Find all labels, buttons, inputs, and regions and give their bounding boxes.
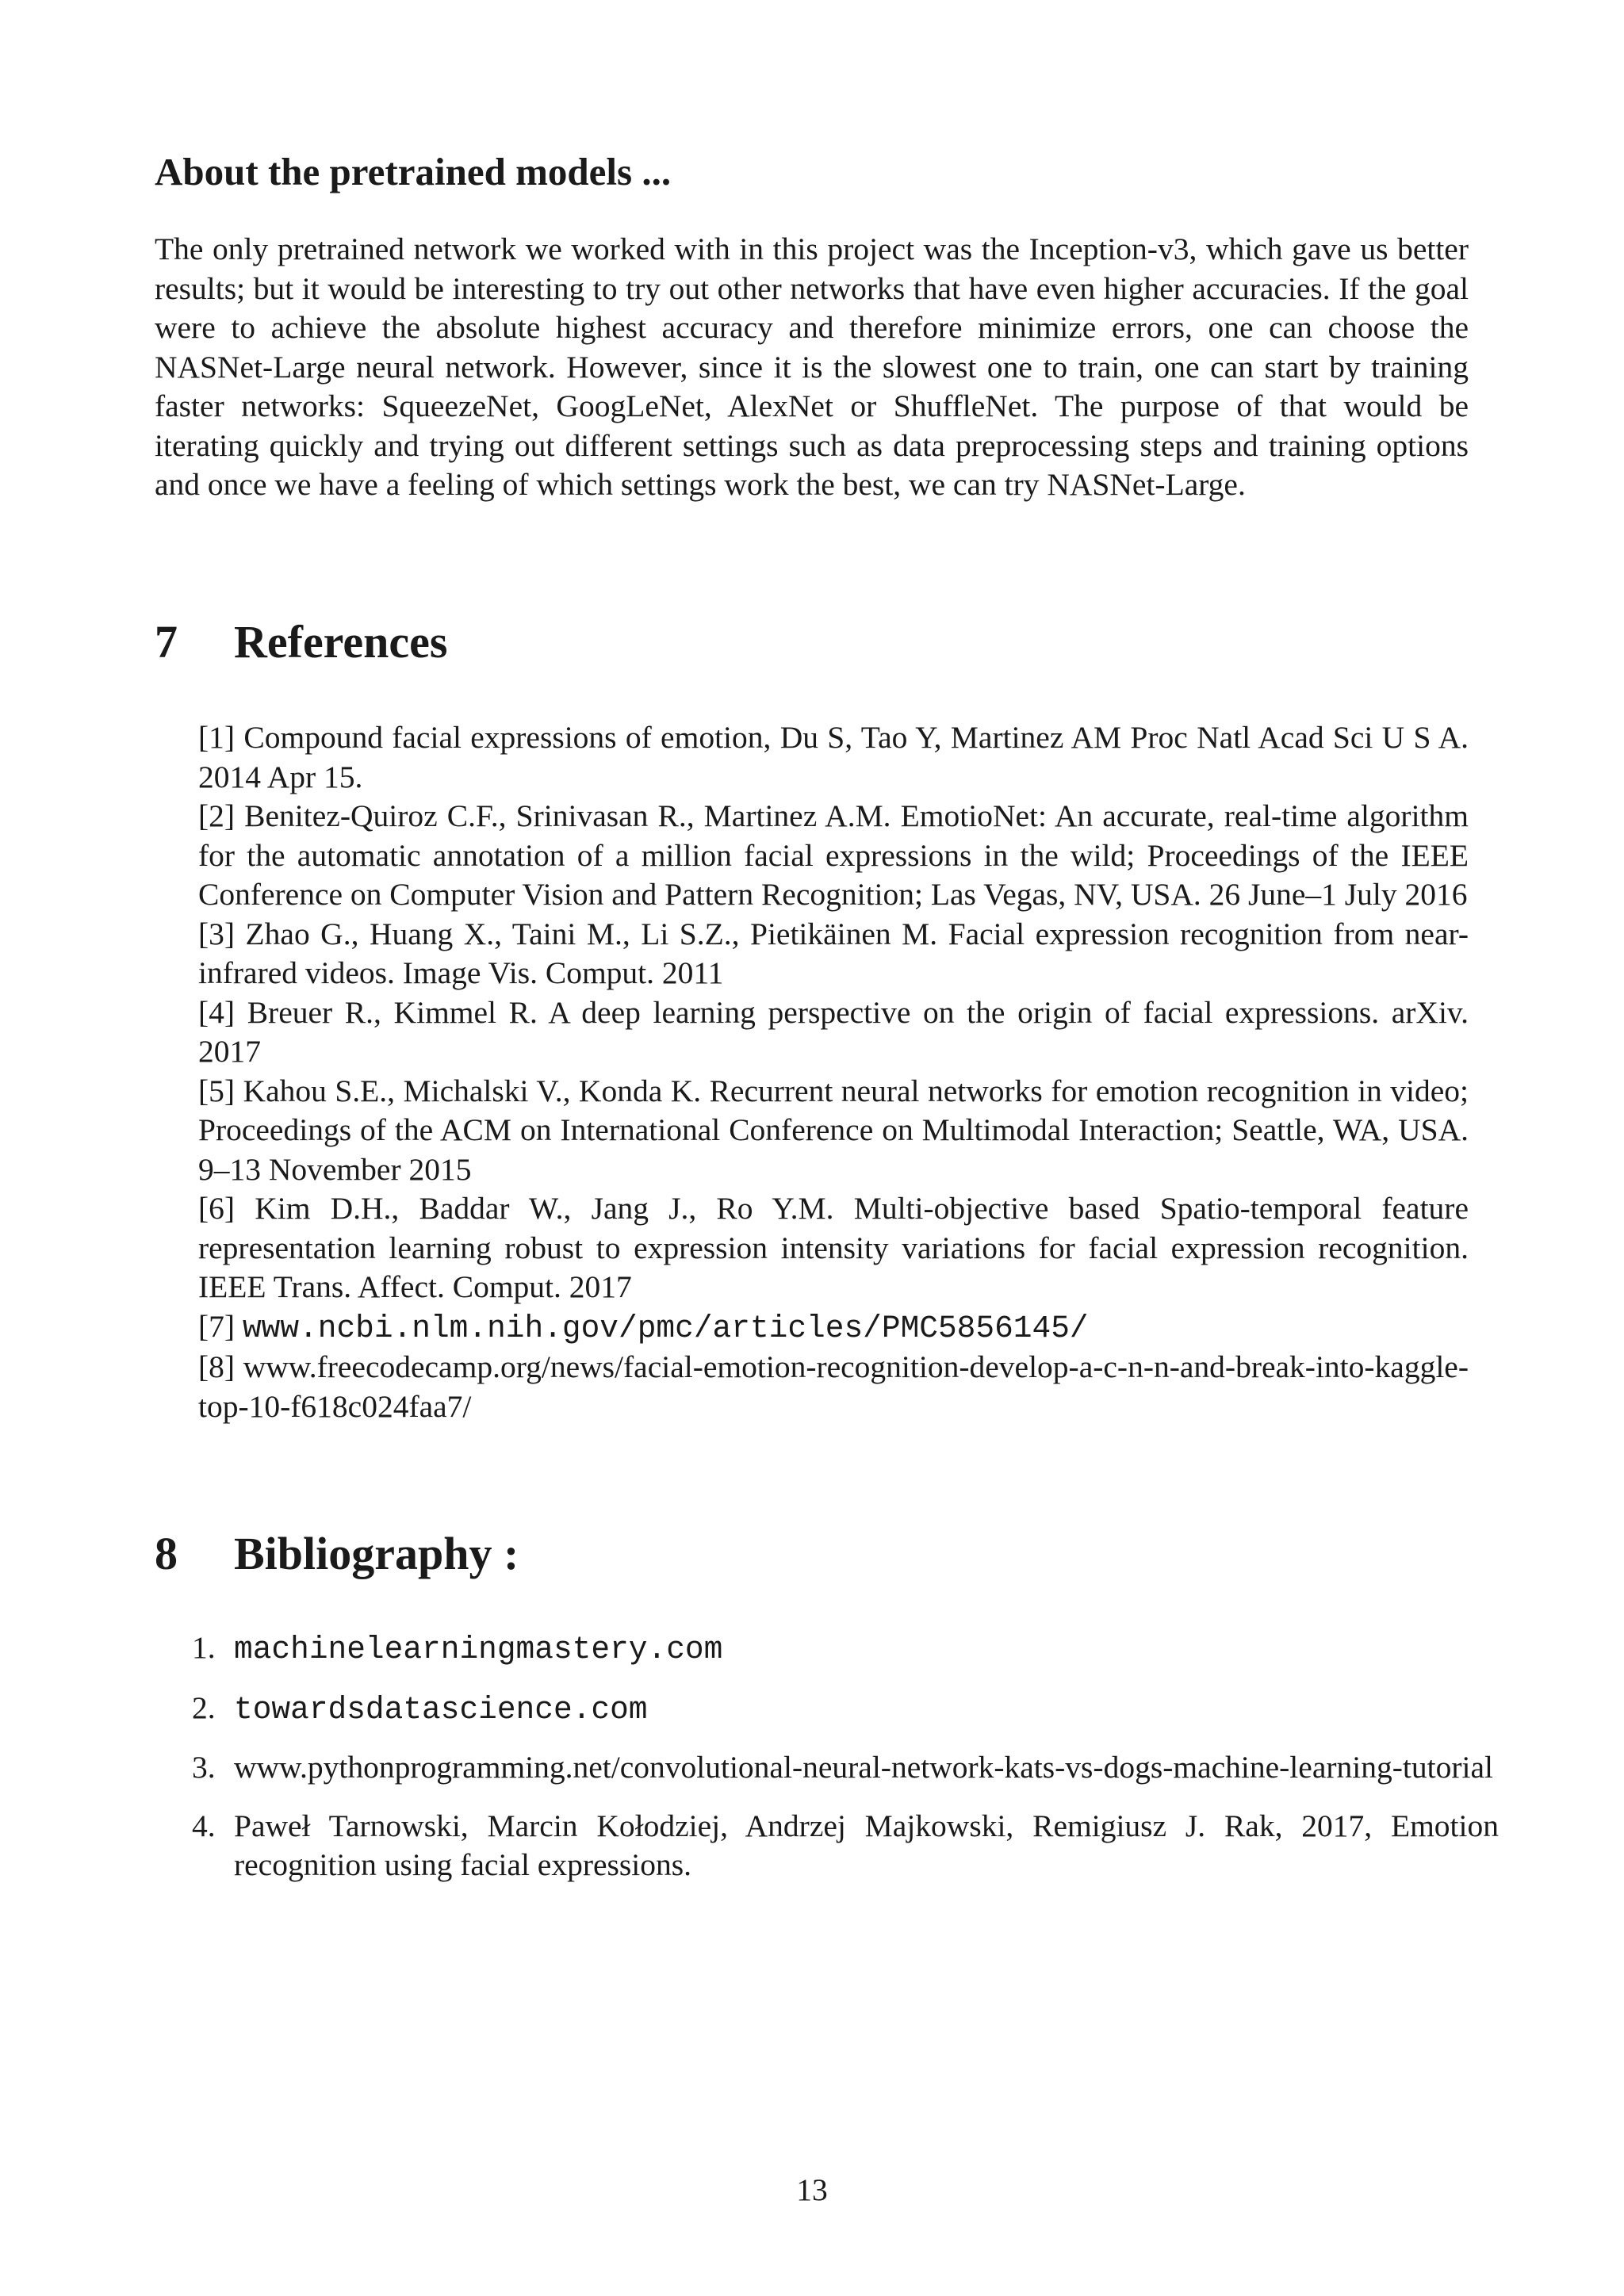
bibliography-text: Paweł Tarnowski, Marcin Kołodziej, Andrzej Majkowski, Remigiusz J. Rak, 2017, Emotion recognition using facial expressions.: [234, 1808, 1499, 1882]
references-list: [198, 718, 1469, 1426]
reference-text: Zhao G., Huang X., Taini M., Li S.Z., Pietikäinen M. Facial expression recognition from near-infrared videos. Image Vis. Comput. 2011: [198, 916, 1469, 990]
reference-text: Kahou S.E., Michalski V., Konda K. Recurrent neural networks for emotion recognition in video; Proceedings of the ACM on International Conference on Multimodal Interaction; Seattle, WA, USA. 9–13 November 2015: [198, 1073, 1469, 1187]
reference-item: [198, 1348, 1469, 1426]
bibliography-section-number: 8: [155, 1528, 178, 1579]
references-title: References: [234, 616, 448, 668]
bibliography-item: [192, 1689, 1499, 1730]
bibliography-marker: 2.: [192, 1689, 216, 1725]
reference-item: [198, 915, 1469, 993]
bibliography-marker: 1.: [192, 1630, 216, 1665]
bibliography-list: [192, 1628, 1499, 1904]
reference-item: [198, 993, 1469, 1072]
reference-marker: [8]: [198, 1349, 236, 1384]
reference-marker: [5]: [198, 1073, 236, 1108]
reference-marker: [3]: [198, 916, 236, 951]
reference-text: Benitez-Quiroz C.F., Srinivasan R., Martinez A.M. EmotioNet: An accurate, real-time algorithm for the automatic annotation of a million facial expressions in the wild; Proceedings of the IEEE Conference on Computer Vision and Pattern Recognition; Las Vegas, NV, USA. 26 June–1 July 2016: [198, 798, 1469, 912]
reference-marker: [1]: [198, 720, 236, 755]
bibliography-marker: 3.: [192, 1750, 216, 1785]
reference-item: [198, 718, 1469, 797]
bibliography-text: www.pythonprogramming.net/convolutional-neural-network-kats-vs-dogs-machine-learning-tutorial: [234, 1750, 1493, 1785]
reference-item: [198, 1189, 1469, 1307]
bibliography-item: [192, 1748, 1499, 1788]
references-section-number: 7: [155, 616, 178, 668]
reference-text: www.freecodecamp.org/news/facial-emotion-recognition-develop-a-c-n-n-and-break-into-kaggle-top-10-f618c024faa7/: [198, 1349, 1469, 1424]
bibliography-item: [192, 1628, 1499, 1670]
reference-text: Breuer R., Kimmel R. A deep learning perspective on the origin of facial expressions. arXiv. 2017: [198, 994, 1469, 1069]
reference-item: [198, 797, 1469, 915]
page-number: 13: [796, 2172, 828, 2207]
reference-link[interactable]: www.ncbi.nlm.nih.gov/pmc/articles/PMC5856145/: [242, 1310, 1089, 1346]
bibliography-item: [192, 1807, 1499, 1885]
reference-marker: [6]: [198, 1191, 236, 1226]
pretrained-models-heading: About the pretrained models ...: [155, 150, 672, 193]
bibliography-link[interactable]: machinelearningmastery.com: [234, 1632, 723, 1667]
bibliography-marker: 4.: [192, 1808, 216, 1843]
references-heading: [155, 614, 447, 670]
reference-text: Kim D.H., Baddar W., Jang J., Ro Y.M. Multi-objective based Spatio-temporal feature representation learning robust to expression intensity variations for facial expression recognition. IEEE Trans. Affect. Comput. 2017: [198, 1191, 1469, 1304]
reference-marker: [4]: [198, 994, 236, 1030]
bibliography-title: Bibliography :: [234, 1528, 519, 1579]
reference-marker: [2]: [198, 798, 236, 833]
reference-marker: [7]: [198, 1308, 236, 1344]
bibliography-heading: [155, 1526, 519, 1582]
reference-item: [198, 1072, 1469, 1190]
reference-text: Compound facial expressions of emotion, Du S, Tao Y, Martinez AM Proc Natl Acad Sci U S A. 2014 Apr 15.: [198, 720, 1469, 794]
bibliography-link[interactable]: towardsdatascience.com: [234, 1691, 648, 1728]
reference-item: [198, 1307, 1469, 1349]
pretrained-models-paragraph: The only pretrained network we worked with in this project was the Inception-v3, which gave us better results; but it would be interesting to try out other networks that have even higher accuracies. If the goal were to achieve the absolute highest accuracy and therefore minimize errors, one can choose the NASNet-Large neural network. However, since it is the slowest one to train, one can start by training faster networks: SqueezeNet, GoogLeNet, AlexNet or ShuffleNet. The purpose of that would be iterating quickly and trying out different settings such as data preprocessing steps and training options and once we have a feeling of which settings work the best, we can try NASNet-Large.: [155, 232, 1469, 502]
